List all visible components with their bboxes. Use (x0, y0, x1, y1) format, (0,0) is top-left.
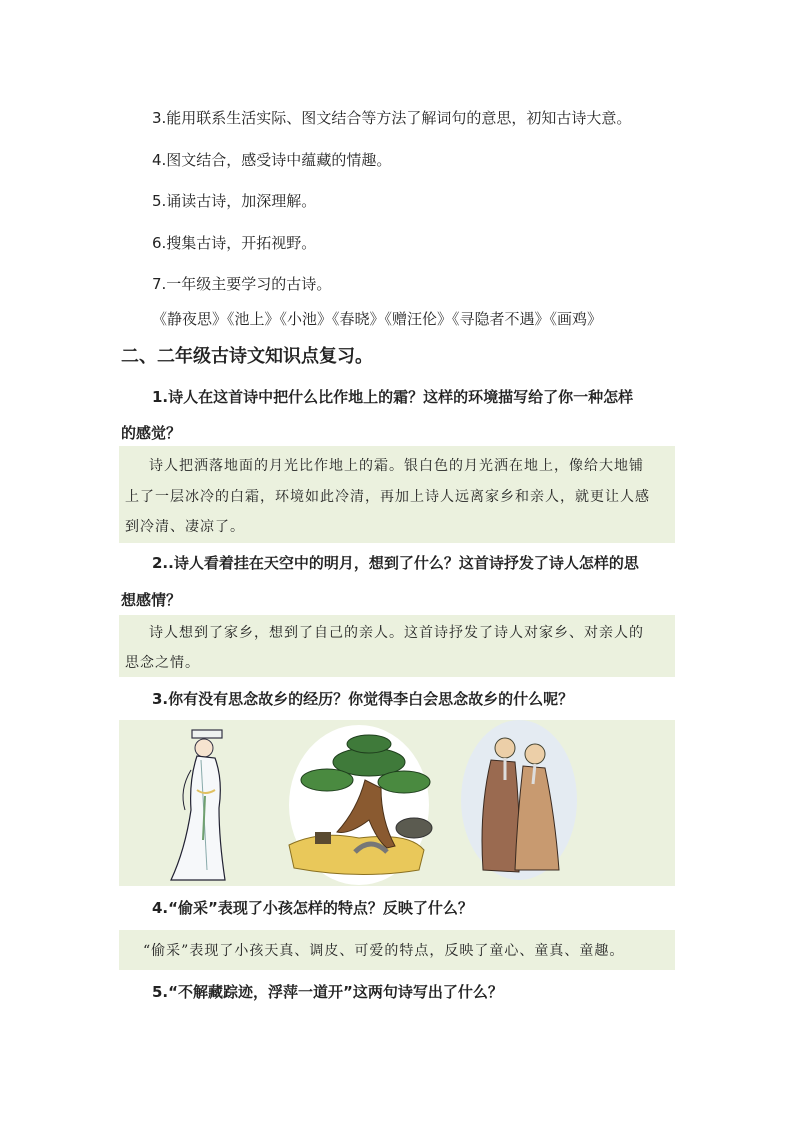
answer-2-line-1: 诗人想到了家乡，想到了自己的亲人。这首诗抒发了诗人对家乡、对亲人的 (149, 625, 644, 641)
two-elders (461, 720, 577, 880)
answer-2-box (119, 615, 675, 677)
objective-3: 3.能用联系生活实际、图文结合等方法了解词句的意思，初知古诗大意。 (152, 109, 632, 127)
question-1-line-2: 的感觉？ (121, 424, 182, 442)
section-heading: 二、二年级古诗文知识点复习。 (121, 346, 373, 367)
answer-4-box (119, 930, 675, 970)
illustration-panel (119, 720, 675, 886)
objective-5: 5.诵读古诗，加深理解。 (152, 192, 317, 210)
answer-1-box (119, 446, 675, 543)
answer-1-line-1: 诗人把洒落地面的月光比作地上的霜。银白色的月光洒在地上，像给大地铺 (149, 458, 644, 474)
question-4: 4.“偷采”表现了小孩怎样的特点？反映了什么？ (152, 899, 473, 917)
answer-1-line-2: 上了一层冰冷的白霜，环境如此冷清，再加上诗人远离家乡和亲人，就更让人感 (125, 489, 650, 505)
answer-1-line-3: 到冷清、凄凉了。 (125, 519, 245, 535)
objective-6: 6.搜集古诗，开拓视野。 (152, 234, 317, 252)
question-5: 5.“不解藏踪迹，浮萍一道开”这两句诗写出了什么？ (152, 983, 503, 1001)
question-3: 3.你有没有思念故乡的经历？你觉得李白会思念故乡的什么呢？ (152, 690, 574, 708)
pine-tree-landscape (289, 725, 432, 885)
poem-list: 《静夜思》《池上》《小池》《春晓》《赠汪伦》《寻隐者不遇》《画鸡》 (152, 310, 603, 328)
poet-figure (171, 730, 225, 880)
objective-4: 4.图文结合，感受诗中蕴藏的情趣。 (152, 151, 392, 169)
answer-2-line-2: 思念之情。 (125, 655, 200, 671)
answer-4-line: “偷采”表现了小孩天真、调皮、可爱的特点，反映了童心、童真、童趣。 (143, 943, 625, 959)
objective-7: 7.一年级主要学习的古诗。 (152, 275, 332, 293)
question-2-line-1: 2..诗人看着挂在天空中的明月，想到了什么？这首诗抒发了诗人怎样的思 (152, 554, 639, 572)
question-1-line-1: 1.诗人在这首诗中把什么比作地上的霜？这样的环境描写给了你一种怎样 (152, 388, 634, 406)
question-2-line-2: 想感情？ (121, 591, 182, 609)
